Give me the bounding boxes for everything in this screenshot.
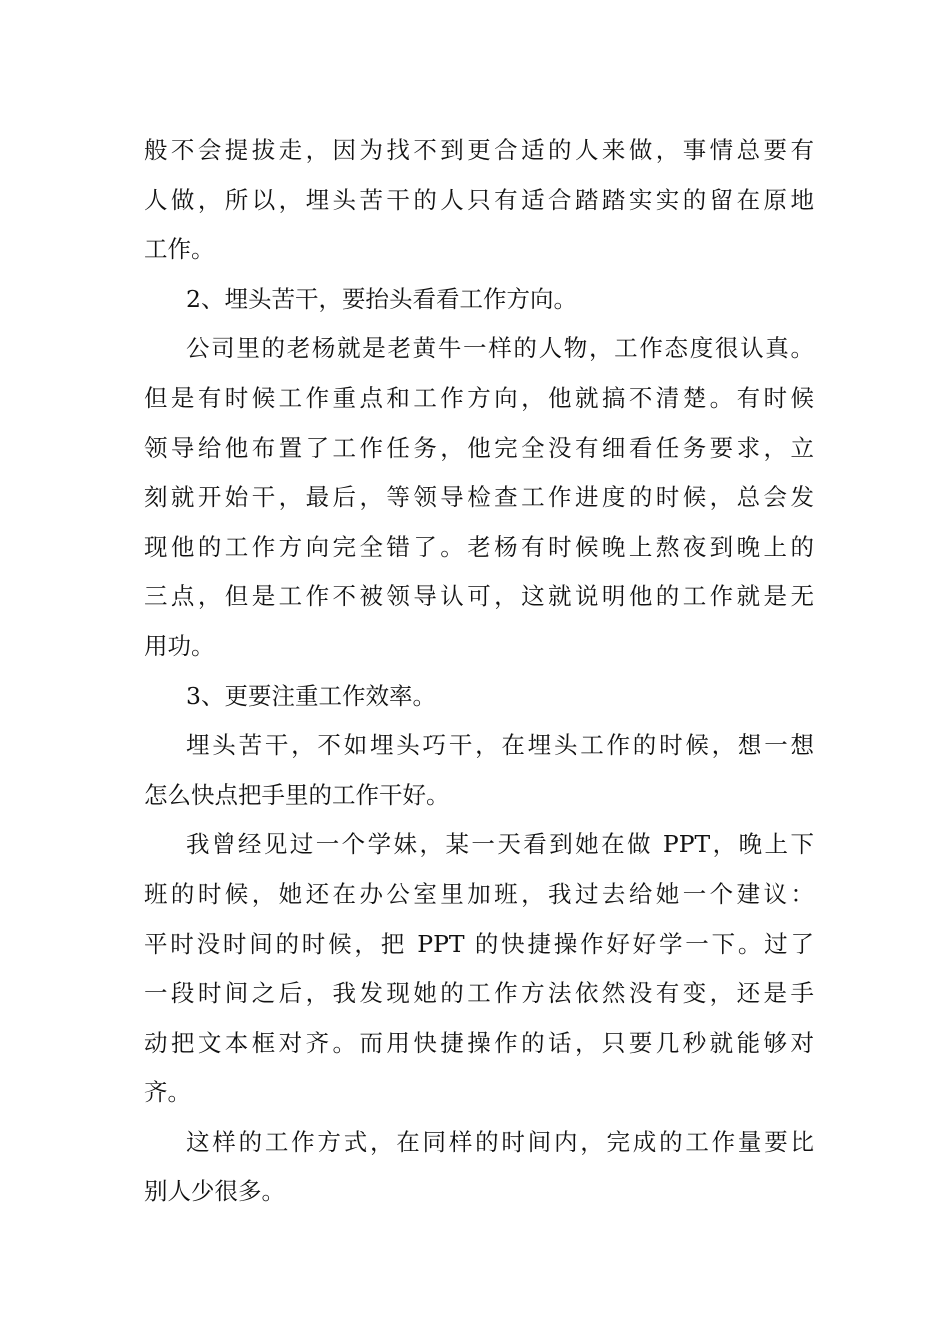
- body-line: 工作。: [144, 235, 215, 264]
- body-line: 现他的工作方向完全错了。老杨有时候晚上熬夜到晚上的: [144, 532, 814, 561]
- body-line: 一段时间之后，我发现她的工作方法依然没有变，还是手: [144, 979, 814, 1008]
- body-line: 人做，所以，埋头苦干的人只有适合踏踏实实的留在原地: [144, 185, 814, 214]
- body-line: 我曾经见过一个学妹，某一天看到她在做 PPT，晚上下: [186, 830, 814, 859]
- body-line: 这样的工作方式，在同样的时间内，完成的工作量要比: [186, 1127, 814, 1156]
- section-heading-2: 2、埋头苦干，要抬头看看工作方向。: [186, 284, 577, 313]
- body-line: 刻就开始干，最后，等领导检查工作进度的时候，总会发: [144, 483, 814, 512]
- body-line: 别人少很多。: [144, 1177, 285, 1206]
- body-line: 齐。: [144, 1078, 191, 1107]
- body-line: 但是有时候工作重点和工作方向，他就搞不清楚。有时候: [144, 383, 814, 412]
- body-line: 平时没时间的时候，把 PPT 的快捷操作好好学一下。过了: [144, 929, 814, 958]
- body-line: 班的时候，她还在办公室里加班，我过去给她一个建议：: [144, 879, 814, 908]
- body-line: 三点，但是工作不被领导认可，这就说明他的工作就是无: [144, 582, 814, 611]
- document-body: [144, 126, 814, 1217]
- body-line: 怎么快点把手里的工作干好。: [144, 780, 450, 809]
- body-line: 公司里的老杨就是老黄牛一样的人物，工作态度很认真。: [186, 334, 814, 363]
- body-line: 领导给他布置了工作任务，他完全没有细看任务要求，立: [144, 433, 814, 462]
- section-heading-3: 3、更要注重工作效率。: [186, 681, 436, 710]
- body-line: 埋头苦干，不如埋头巧干，在埋头工作的时候，想一想: [186, 731, 814, 760]
- body-line: 用功。: [144, 631, 215, 660]
- body-line: 动把文本框对齐。而用快捷操作的话，只要几秒就能够对: [144, 1028, 814, 1057]
- body-line: 般不会提拔走，因为找不到更合适的人来做，事情总要有: [144, 136, 814, 164]
